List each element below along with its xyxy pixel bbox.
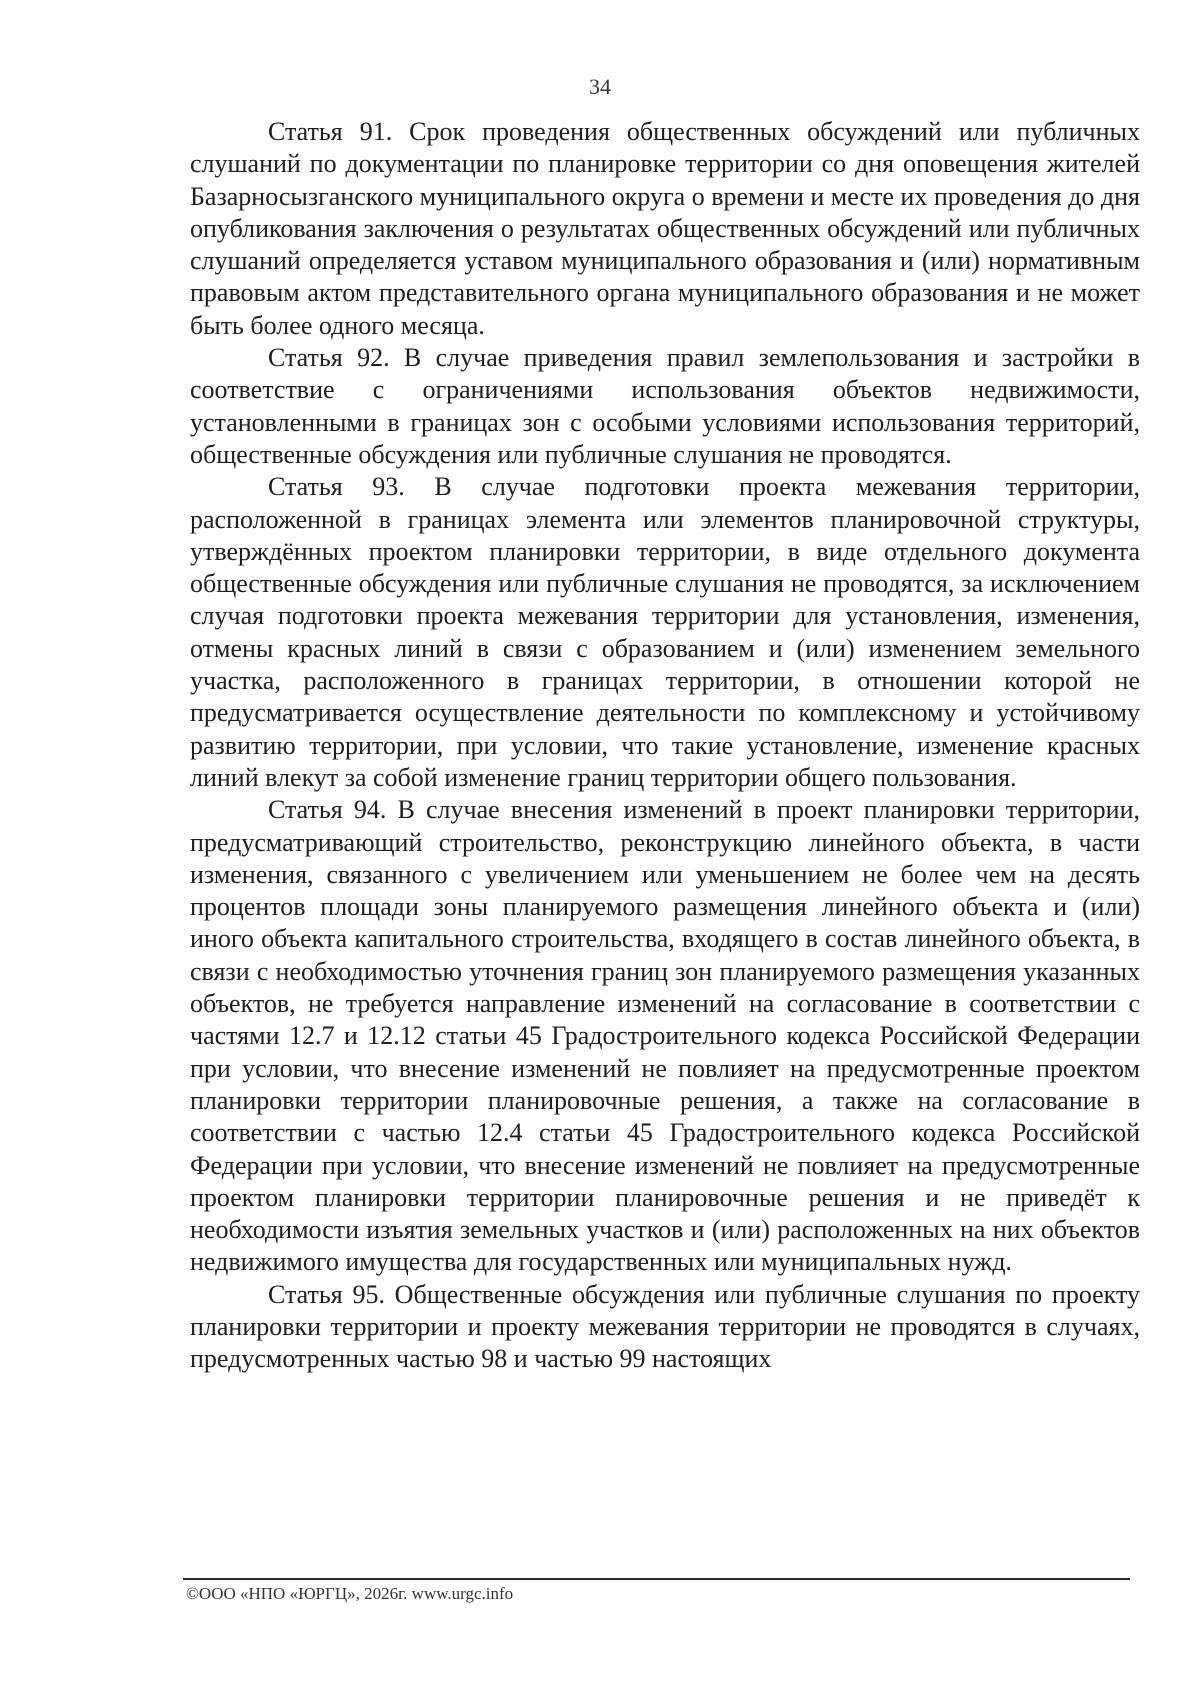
article-93-paragraph: Статья 93. В случае подготовки проекта межевания территории, расположенной в границах элемента или элементов планировочной структуры, утверждённых проектом планировки территории, в виде отдельного документа общественные обсуждения или публичные слушания не проводятся, за исключением случая подготовки проекта межевания территории для установления, изменения, отмены красных линий в связи с образованием и (или) изменением земельного участка, расположенного в границах территории, в отношении которой не предусматривается осуществление деятельности по комплексному и устойчивому развитию территории, при условии, что такие установление, изменение красных линий влекут за собой изменение границ территории общего пользования. — [190, 472, 1140, 792]
footer-divider — [183, 1578, 1130, 1580]
article-91-paragraph: Статья 91. Срок проведения общественных обсуждений или публичных слушаний по документации по планировке территории со дня оповещения жителей Базарносызганского муниципального округа о времени и месте их проведения до дня опубликования заключения о результатах общественных обсуждений или публичных слушаний определяется уставом муниципального образования и (или) нормативным правовым актом представительного органа муниципального образования и не может быть более одного месяца. — [190, 117, 1140, 340]
article-95-paragraph: Статья 95. Общественные обсуждения или публичные слушания по проекту планировки территории и проекту межевания территории не проводятся в случаях, предусмотренных частью 98 и частью 99 настоящих — [190, 1279, 1140, 1374]
page-number: 34 — [589, 74, 611, 99]
page-body — [190, 116, 1140, 1376]
article-92-paragraph: Статья 92. В случае приведения правил землепользования и застройки в соответствие с ограничениями использования объектов недвижимости, установленными в границах зон с особыми условиями использования территорий, общественные обсуждения или публичные слушания не проводятся. — [190, 343, 1140, 469]
article-94-paragraph: Статья 94. В случае внесения изменений в проект планировки территории, предусматривающий строительство, реконструкцию линейного объекта, в части изменения, связанного с увеличением или уменьшением не более чем на десять процентов площади зоны планируемого размещения линейного объекта и (или) иного объекта капитального строительства, входящего в состав линейного объекта, в связи с необходимостью уточнения границ зон планируемого размещения указанных объектов, не требуется направление изменений на согласование в соответствии с частями 12.7 и 12.12 статьи 45 Градостроительного кодекса Российской Федерации при условии, что внесение изменений не повлияет на предусмотренные проектом планировки территории планировочные решения, а также на согласование в соответствии с частью 12.4 статьи 45 Градостроительного кодекса Российской Федерации при условии, что внесение изменений не повлияет на предусмотренные проектом планировки территории планировочные решения и не приведёт к необходимости изъятия земельных участков и (или) расположенных на них объектов недвижимого имущества для государственных или муниципальных нужд. — [190, 795, 1140, 1277]
footer-copyright: ©ООО «НПО «ЮРГЦ», 2026г. www.urgc.info — [186, 1584, 514, 1603]
